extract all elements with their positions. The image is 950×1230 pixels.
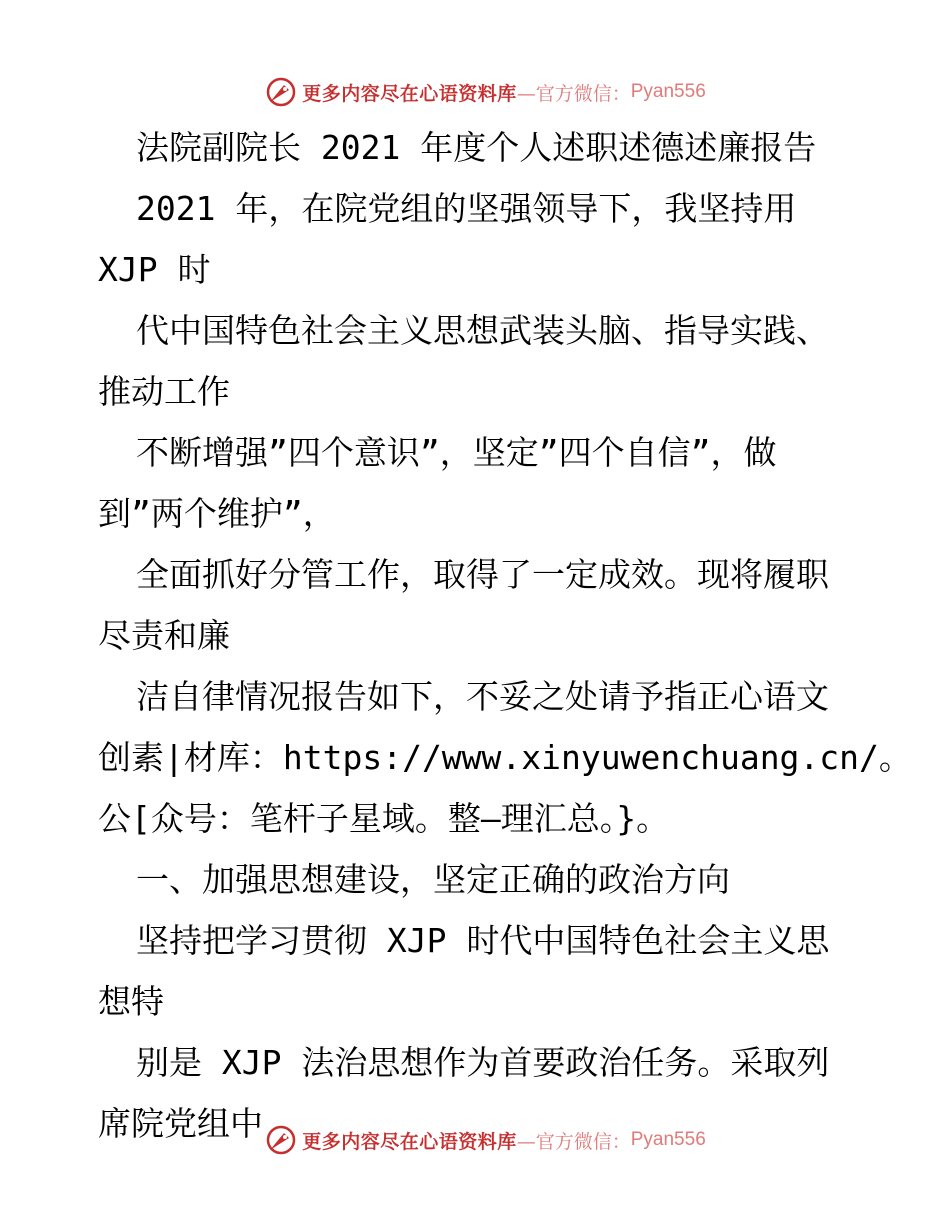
text-line: 想特: [98, 982, 164, 1021]
footer-watermark-banner: [0, 1120, 950, 1160]
watermark-contact-label: —官方微信：: [516, 82, 631, 105]
document-body: [98, 117, 912, 1154]
pen-nib-logo-icon: [264, 1123, 298, 1157]
text-line: 席院党组中: [98, 1104, 263, 1143]
text-line: 到”两个维护”，: [98, 494, 336, 533]
text-line: XJP 时: [98, 250, 211, 289]
watermark-contact-label: —官方微信：: [516, 1130, 631, 1153]
text-line: 公[众号：笔杆子星域。整—理汇总。}。: [98, 799, 670, 838]
header-watermark-banner: [0, 72, 950, 112]
text-line: 坚持把学习贯彻 XJP 时代中国特色社会主义思: [136, 921, 830, 960]
text-line: 推动工作: [98, 372, 230, 411]
pen-nib-logo-icon: [264, 75, 298, 109]
text-line: 2021 年，在院党组的坚强领导下，我坚持用: [136, 189, 797, 228]
text-line: 创素|材库：https://www.xinyuwenchuang.cn/。: [98, 738, 912, 777]
watermark-brand-text: 更多内容尽在心语资料库: [302, 82, 517, 105]
document-title: 法院副院长 2021 年度个人述职述德述廉报告: [136, 128, 817, 167]
section-heading: 一、加强思想建设，坚定正确的政治方向: [136, 860, 730, 899]
watermark-brand-text: 更多内容尽在心语资料库: [302, 1130, 517, 1153]
text-line: 不断增强”四个意识”，坚定”四个自信”，做: [136, 433, 777, 472]
text-line: 尽责和廉: [98, 616, 230, 655]
text-line: 全面抓好分管工作，取得了一定成效。现将履职: [136, 555, 829, 594]
watermark-contact-id: Pyan556: [630, 1129, 706, 1150]
text-line: 代中国特色社会主义思想武装头脑、指导实践、: [136, 311, 829, 350]
watermark-contact-id: Pyan556: [630, 81, 706, 102]
text-line: 洁自律情况报告如下，不妥之处请予指正心语文: [136, 677, 829, 716]
text-line: 别是 XJP 法治思想作为首要政治任务。采取列: [136, 1043, 830, 1082]
